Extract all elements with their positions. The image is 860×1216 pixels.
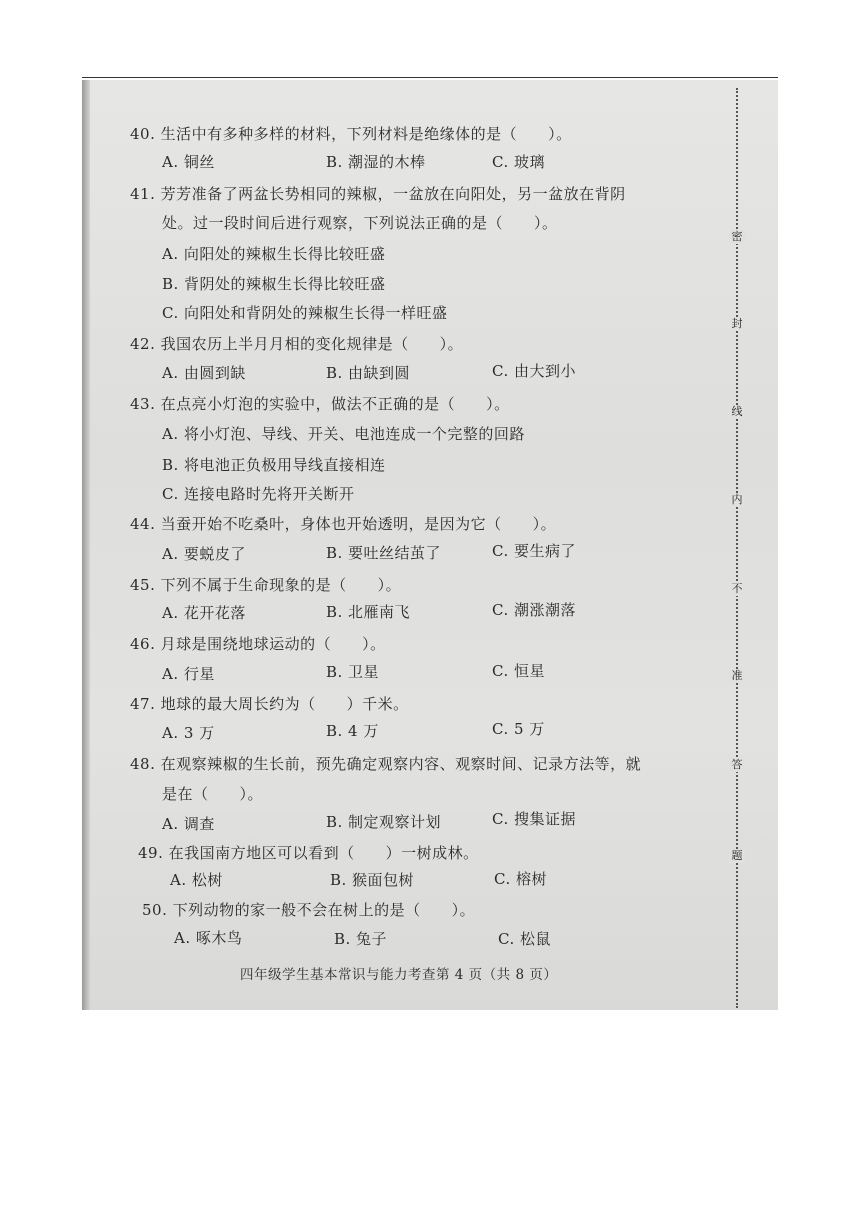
binding-char-3: 线 — [729, 405, 745, 419]
binding-char-4: 内 — [729, 493, 745, 507]
question-47-option-a: A. 3 万 — [162, 724, 215, 742]
binding-char-2: 封 — [729, 317, 745, 331]
question-49-option-a: A. 松树 — [170, 871, 223, 889]
question-45-stem: 45. 下列不属于生命现象的是（ ）。 — [130, 576, 402, 594]
binding-dotted-line — [736, 88, 738, 1008]
binding-char-6: 准 — [729, 669, 745, 683]
question-48-option-c: C. 搜集证据 — [492, 810, 576, 828]
question-42-option-b: B. 由缺到圆 — [326, 364, 411, 382]
page-footer: 四年级学生基本常识与能力考查第 4 页（共 8 页） — [240, 967, 558, 983]
question-43-stem: 43. 在点亮小灯泡的实验中，做法不正确的是（ ）。 — [130, 395, 510, 413]
question-43-option-b: B. 将电池正负极用导线直接相连 — [162, 456, 386, 474]
question-49-option-b: B. 猴面包树 — [330, 871, 415, 889]
question-45-option-b: B. 北雁南飞 — [326, 603, 411, 621]
question-50-stem: 50. 下列动物的家一般不会在树上的是（ ）。 — [142, 901, 476, 919]
question-40-option-b: B. 潮湿的木棒 — [326, 153, 426, 171]
binding-char-1: 密 — [729, 230, 745, 244]
question-40-option-a: A. 铜丝 — [162, 153, 215, 171]
question-48-stem: 48. 在观察辣椒的生长前，预先确定观察内容、观察时间、记录方法等，就 — [130, 755, 642, 773]
question-43-option-c: C. 连接电路时先将开关断开 — [162, 485, 355, 503]
question-42-stem: 42. 我国农历上半月月相的变化规律是（ ）。 — [130, 335, 464, 353]
question-46-option-c: C. 恒星 — [492, 662, 545, 680]
question-42-option-a: A. 由圆到缺 — [162, 364, 246, 382]
page-shadow — [82, 80, 90, 1010]
question-44-stem: 44. 当蚕开始不吃桑叶，身体也开始透明，是因为它（ ）。 — [130, 515, 557, 533]
question-48-option-b: B. 制定观察计划 — [326, 813, 442, 831]
question-41-option-a: A. 向阳处的辣椒生长得比较旺盛 — [162, 245, 386, 263]
question-41-stem-cont: 处。过一段时间后进行观察，下列说法正确的是（ ）。 — [162, 214, 558, 232]
question-50-option-c: C. 松鼠 — [498, 930, 551, 948]
question-47-option-c: C. 5 万 — [492, 720, 545, 738]
question-40-stem: 40. 生活中有多种多样的材料，下列材料是绝缘体的是（ ）。 — [130, 125, 572, 143]
question-47-stem: 47. 地球的最大周长约为（ ）千米。 — [130, 695, 409, 713]
binding-char-5: 不 — [729, 582, 745, 596]
question-44-option-c: C. 要生病了 — [492, 542, 576, 560]
top-rule — [82, 77, 778, 78]
question-43-option-a: A. 将小灯泡、导线、开关、电池连成一个完整的回路 — [162, 425, 525, 443]
question-41-option-b: B. 背阴处的辣椒生长得比较旺盛 — [162, 275, 386, 293]
binding-char-7: 答 — [729, 758, 745, 772]
question-44-option-b: B. 要吐丝结茧了 — [326, 544, 442, 562]
question-41-stem: 41. 芳芳准备了两盆长势相同的辣椒，一盆放在向阳处，另一盆放在背阴 — [130, 185, 626, 203]
question-47-option-b: B. 4 万 — [326, 722, 379, 740]
question-40-option-c: C. 玻璃 — [492, 153, 545, 171]
question-42-option-c: C. 由大到小 — [492, 362, 576, 380]
question-48-stem-cont: 是在（ ）。 — [162, 785, 264, 803]
question-41-option-c: C. 向阳处和背阴处的辣椒生长得一样旺盛 — [162, 304, 448, 322]
question-45-option-c: C. 潮涨潮落 — [492, 601, 576, 619]
question-46-option-a: A. 行星 — [162, 665, 215, 683]
question-46-stem: 46. 月球是围绕地球运动的（ ）。 — [130, 635, 386, 653]
question-49-stem: 49. 在我国南方地区可以看到（ ）一树成林。 — [138, 844, 479, 862]
question-44-option-a: A. 要蜕皮了 — [162, 545, 246, 563]
question-48-option-a: A. 调查 — [162, 815, 215, 833]
question-50-option-b: B. 兔子 — [334, 930, 388, 948]
question-46-option-b: B. 卫星 — [326, 663, 380, 681]
question-50-option-a: A. 啄木鸟 — [174, 929, 243, 947]
question-45-option-a: A. 花开花落 — [162, 604, 246, 622]
binding-char-8: 题 — [729, 849, 745, 863]
question-49-option-c: C. 榕树 — [494, 870, 547, 888]
